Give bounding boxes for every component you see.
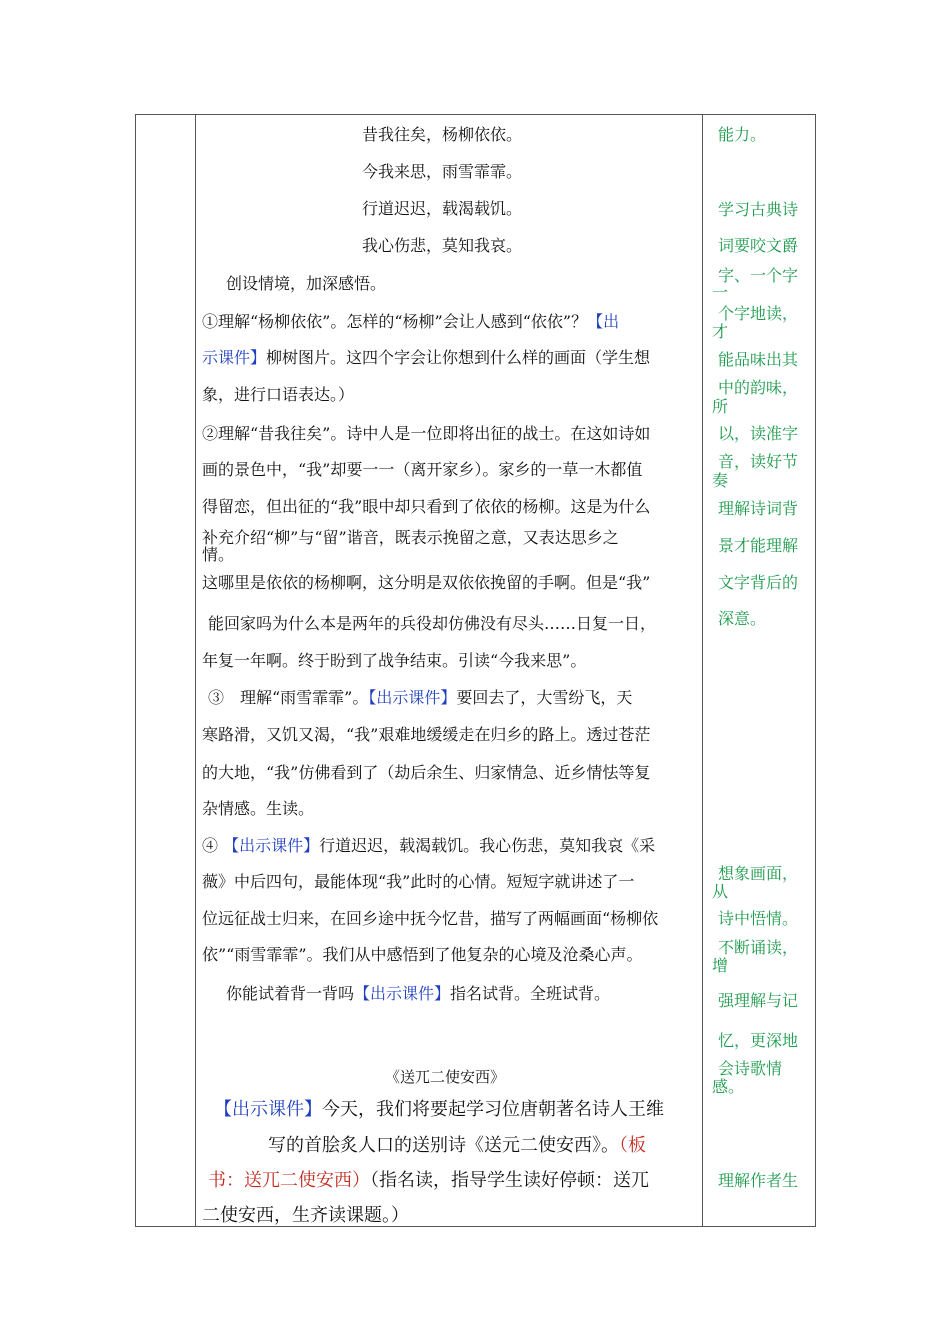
- main-line: 创设情境，加深感悟。: [226, 274, 387, 293]
- main-line: ②理解“昔我往矣”。诗中人是一位即将出征的战士。在这如诗如: [202, 424, 651, 443]
- side-note: 以，读准字: [718, 424, 799, 443]
- side-note: 理解作者生: [718, 1171, 799, 1190]
- main-line: ③ 理解“雨雪霏霏”。【出示课件】要回去了，大雪纷飞，天: [208, 688, 633, 707]
- column-divider-2: [702, 115, 703, 1226]
- poem-line-1: 昔我往矣，杨柳依依。: [362, 125, 523, 144]
- main-line: 得留恋，但出征的“我”眼中却只看到了依依的杨柳。这是为什么: [202, 497, 651, 516]
- side-note: 音，读好节: [718, 452, 799, 471]
- main-line: 位远征战士归来，在回乡途中抚今忆昔，描写了两幅画面“杨柳依: [202, 909, 659, 928]
- side-note: 深意。: [718, 609, 767, 628]
- main-line: 能回家吗为什么本是两年的兵役却仿佛没有尽头……日复一日，: [208, 614, 657, 633]
- main-line: 年复一年啊。终于盼到了战争结束。引读“今我来思”。: [202, 651, 587, 670]
- main-line: 示课件】柳树图片。这四个字会让你想到什么样的画面（学生想: [202, 348, 651, 367]
- main-line: 依”“雨雪霏霏”。我们从中感悟到了他复杂的心境及沧桑心声。: [202, 945, 643, 964]
- column-divider-1: [195, 115, 196, 1226]
- side-note: 强理解与记: [718, 991, 799, 1010]
- side-note: 忆，更深地: [718, 1031, 799, 1050]
- main-line: 杂情感。生读。: [202, 799, 315, 818]
- side-note: 学习古典诗: [718, 200, 799, 219]
- side-note: 文字背后的: [718, 573, 799, 592]
- main-line: 情。: [202, 545, 235, 564]
- side-note: 理解诗词背: [718, 499, 799, 518]
- side-note: 感。: [712, 1077, 745, 1096]
- main-line: ④ 【出示课件】行道迟迟，载渴载饥。我心伤悲，莫知我哀《采: [202, 836, 656, 855]
- side-note: 所: [712, 397, 729, 416]
- side-note: 从: [712, 882, 729, 901]
- side-note: 不断诵读，: [718, 938, 799, 957]
- poem-line-2: 今我来思，雨雪霏霏。: [362, 162, 523, 181]
- side-note: 增: [712, 956, 729, 975]
- main-line: 二使安西，生齐读课题。）: [202, 1205, 409, 1226]
- main-line: ①理解“杨柳依依”。怎样的“杨柳”会让人感到“依依”？【出: [202, 312, 620, 331]
- poem-line-3: 行道迟迟，载渴载饥。: [362, 199, 523, 218]
- side-note: 词要咬文爵: [718, 236, 799, 255]
- main-line: 你能试着背一背吗【出示课件】指名试背。全班试背。: [226, 984, 611, 1003]
- main-line: 书：送兀二使安西）（指名读，指导学生读好停顿：送兀: [208, 1170, 649, 1191]
- side-note: 想象画面，: [718, 864, 799, 883]
- main-line: 的大地，“我”仿佛看到了（劫后余生、归家情急、近乡情怯等复: [202, 763, 651, 782]
- main-line: 写的首脍炙人口的送别诗《送元二使安西》。（板: [268, 1135, 646, 1156]
- side-note: 奏: [712, 471, 729, 490]
- main-line: 象，进行口语表达。）: [202, 385, 355, 404]
- side-note: 景才能理解: [718, 536, 799, 555]
- side-note: 会诗歌情: [718, 1059, 783, 1078]
- side-note: 一: [712, 283, 729, 302]
- section-title: 《送兀二使安西》: [385, 1068, 506, 1086]
- side-note: 诗中悟情。: [718, 909, 799, 928]
- side-note: 能品味出其: [718, 350, 799, 369]
- main-line: 【出示课件】今天，我们将要起学习位唐朝著名诗人王维: [214, 1099, 664, 1120]
- main-line: 补充介绍“柳”与“留”谐音，既表示挽留之意，又表达思乡之: [202, 528, 619, 547]
- main-line: 寒路滑，又饥又渴，“我”艰难地缓缓走在归乡的路上。透过苍茫: [202, 725, 651, 744]
- poem-line-4: 我心伤悲，莫知我哀。: [362, 236, 523, 255]
- side-note: 个字地读，: [718, 304, 799, 323]
- main-line: 画的景色中，“我”却要一一（离开家乡）。家乡的一草一木都值: [202, 460, 643, 479]
- main-line: 薇》中后四句，最能体现“我”此时的心情。短短字就讲述了一: [202, 872, 635, 891]
- side-note: 能力。: [718, 125, 767, 144]
- side-note: 中的韵味，: [718, 378, 799, 397]
- side-note: 才: [712, 322, 729, 341]
- main-line: 这哪里是依依的杨柳啊，这分明是双依依挽留的手啊。但是“我”: [202, 573, 651, 592]
- side-note: 字、一个字: [718, 266, 799, 285]
